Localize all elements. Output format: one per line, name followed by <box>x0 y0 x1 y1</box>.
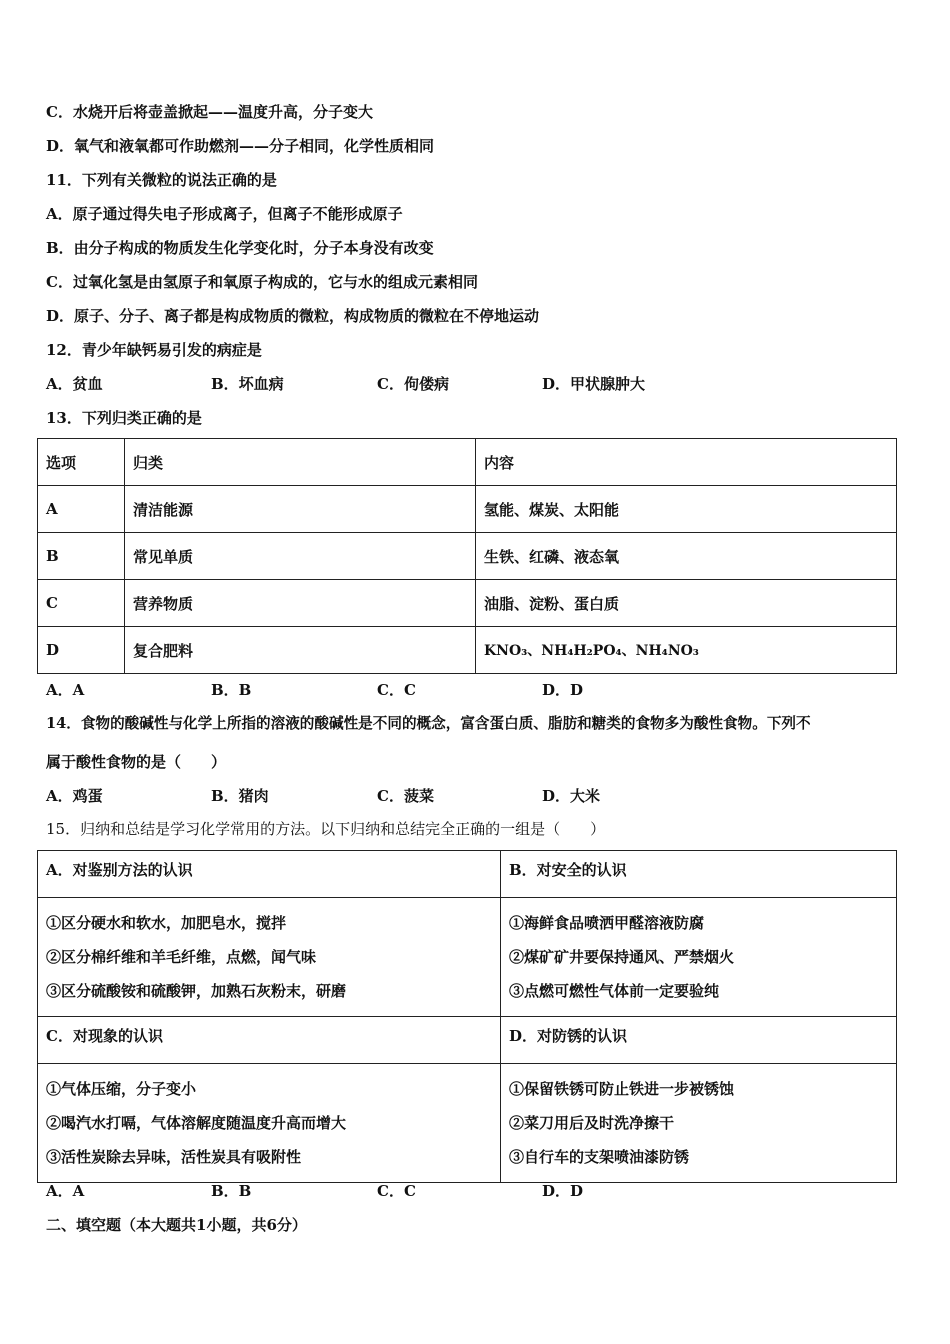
q14-option-b: B．猪肉 <box>211 787 269 805</box>
q14-stem-line1: 14．食物的酸碱性与化学上所指的溶液的酸碱性是不同的概念，富含蛋白质、脂肪和糖类的食物多为酸性食物。下列不 <box>46 715 811 732</box>
list-item: ③点燃可燃性气体前一定要验纯 <box>509 982 720 1000</box>
list-item: ②煤矿矿井要保持通风、严禁烟火 <box>509 948 735 966</box>
q12-option-c: C．佝偻病 <box>377 375 449 393</box>
q15-stem: 15．归纳和总结是学习化学常用的方法。以下归纳和总结完全正确的一组是（ ） <box>46 820 606 838</box>
table-row <box>38 533 897 580</box>
table-cell: 清洁能源 <box>125 486 476 533</box>
table-row <box>38 898 897 1017</box>
table-row <box>38 1017 897 1064</box>
q11-stem: 11．下列有关微粒的说法正确的是 <box>46 171 277 189</box>
q15-option-a: A．A <box>46 1182 85 1200</box>
q10-option-c: C．水烧开后将壶盖掀起——温度升高，分子变大 <box>46 103 373 121</box>
header-cell: 归类 <box>125 439 476 486</box>
list-item: ①区分硬水和软水，加肥皂水，搅拌 <box>46 914 287 932</box>
q14-option-c: C．菠菜 <box>377 787 434 805</box>
q15-option-c: C．C <box>377 1182 416 1200</box>
table-row <box>38 627 897 674</box>
q15-c-items <box>38 1064 501 1183</box>
q14-option-a: A．鸡蛋 <box>46 787 103 805</box>
header-cell: 内容 <box>476 439 897 486</box>
table-cell: D <box>38 627 125 674</box>
q15-d-title: D．对防锈的认识 <box>501 1017 897 1064</box>
table-cell: C <box>38 580 125 627</box>
table-cell: 常见单质 <box>125 533 476 580</box>
list-item: ②菜刀用后及时洗净擦干 <box>509 1114 675 1132</box>
q11-option-d: D．原子、分子、离子都是构成物质的微粒，构成物质的微粒在不停地运动 <box>46 307 540 325</box>
table-cell: B <box>38 533 125 580</box>
q12-option-d: D．甲状腺肿大 <box>542 375 646 393</box>
q14-stem-line2: 属于酸性食物的是（ ） <box>46 753 227 771</box>
table-cell: 生铁、红磷、液态氧 <box>476 533 897 580</box>
list-item: ①海鲜食品喷洒甲醛溶液防腐 <box>509 914 705 932</box>
q13-option-d: D．D <box>542 681 584 699</box>
table-cell: 复合肥料 <box>125 627 476 674</box>
q11-option-c: C．过氧化氢是由氢原子和氧原子构成的，它与水的组成元素相同 <box>46 273 478 291</box>
q13-table <box>37 438 897 674</box>
table-row <box>38 486 897 533</box>
table-cell: A <box>38 486 125 533</box>
q10-option-d: D．氧气和液氧都可作助燃剂——分子相同，化学性质相同 <box>46 137 435 155</box>
list-item: ③区分硫酸铵和硫酸钾，加熟石灰粉末，研磨 <box>46 982 347 1000</box>
list-item: ①保留铁锈可防止铁进一步被锈蚀 <box>509 1080 735 1098</box>
q13-option-c: C．C <box>377 681 416 699</box>
table-cell: 营养物质 <box>125 580 476 627</box>
header-cell: 选项 <box>38 439 125 486</box>
q12-option-a: A．贫血 <box>46 375 103 393</box>
table-row <box>38 1064 897 1183</box>
q15-table <box>37 850 897 1183</box>
q13-stem: 13．下列归类正确的是 <box>46 409 202 427</box>
q15-b-title: B．对安全的认识 <box>501 851 897 898</box>
q15-a-items <box>38 898 501 1017</box>
list-item: ②喝汽水打嗝，气体溶解度随温度升高而增大 <box>46 1114 347 1132</box>
q15-option-d: D．D <box>542 1182 584 1200</box>
table-header-row <box>38 439 897 486</box>
q13-option-b: B．B <box>211 681 252 699</box>
q15-a-title: A．对鉴别方法的认识 <box>38 851 501 898</box>
table-cell: 油脂、淀粉、蛋白质 <box>476 580 897 627</box>
section-heading: 二、填空题（本大题共1小题，共6分） <box>46 1216 307 1234</box>
table-cell: 氢能、煤炭、太阳能 <box>476 486 897 533</box>
q13-option-a: A．A <box>46 681 85 699</box>
q15-b-items <box>501 898 897 1017</box>
q15-option-b: B．B <box>211 1182 252 1200</box>
q15-c-title: C．对现象的认识 <box>38 1017 501 1064</box>
table-cell: KNO₃、NH₄H₂PO₄、NH₄NO₃ <box>476 627 897 674</box>
q12-option-b: B．坏血病 <box>211 375 284 393</box>
list-item: ③活性炭除去异味，活性炭具有吸附性 <box>46 1148 302 1166</box>
list-item: ③自行车的支架喷油漆防锈 <box>509 1148 690 1166</box>
list-item: ②区分棉纤维和羊毛纤维，点燃，闻气味 <box>46 948 317 966</box>
q11-option-a: A．原子通过得失电子形成离子，但离子不能形成原子 <box>46 205 403 223</box>
q14-option-d: D．大米 <box>542 787 601 805</box>
list-item: ①气体压缩，分子变小 <box>46 1080 197 1098</box>
table-row <box>38 580 897 627</box>
q15-d-items <box>501 1064 897 1183</box>
q11-option-b: B．由分子构成的物质发生化学变化时，分子本身没有改变 <box>46 239 434 257</box>
q12-stem: 12．青少年缺钙易引发的病症是 <box>46 341 262 359</box>
table-row <box>38 851 897 898</box>
